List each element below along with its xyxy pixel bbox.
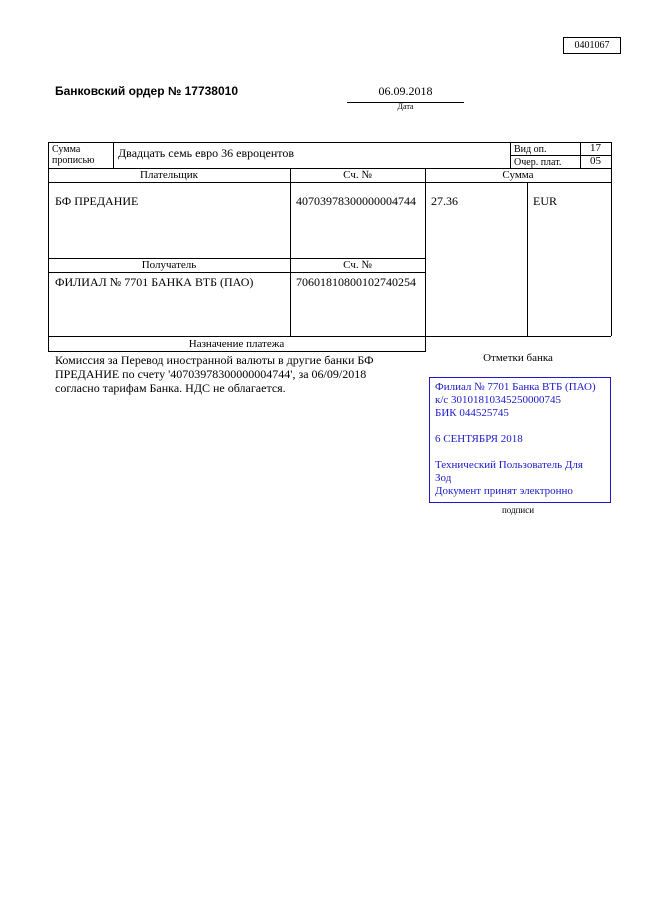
sum-words-value: Двадцать семь евро 36 евроцентов (118, 146, 295, 160)
signatures-label: подписи (501, 505, 535, 515)
payee-section-label: Получатель (141, 259, 197, 271)
table-line (510, 142, 511, 168)
sum-words-label: Сумма прописью (52, 144, 95, 166)
stamp-line: Технический Пользователь Для (435, 459, 583, 471)
stamp-line: Филиал № 7701 Банка ВТБ (ПАО) (435, 381, 596, 393)
form-code: 0401067 (563, 37, 621, 54)
payee-account-number: 70601810800102740254 (296, 275, 416, 289)
payer-name: БФ ПРЕДАНИЕ (55, 194, 139, 208)
stamp-line: БИК 044525745 (435, 407, 509, 419)
table-line (113, 142, 114, 168)
stamp-line: 6 СЕНТЯБРЯ 2018 (435, 433, 523, 445)
payee-account-label: Сч. № (343, 259, 372, 271)
amount-value: 27.36 (431, 194, 458, 208)
payer-account-number: 40703978300000004744 (296, 194, 416, 208)
table-line (425, 168, 426, 352)
stamp-line: Документ принят электронно (435, 485, 573, 497)
currency-value: EUR (533, 194, 557, 208)
stamp-line (435, 420, 605, 433)
document-title: Банковский ордер № 17738010 (55, 84, 238, 98)
purpose-text: Комиссия за Перевод иностранной валюты в другие банки БФ ПРЕДАНИЕ по счету '40703978300000004744', за 06/09/2018 согласно тарифам Банка. НДС не облагается. (55, 353, 374, 395)
payer-section-label: Плательщик (140, 169, 198, 181)
table-line (527, 182, 528, 336)
stamp-line: к/с 30101810345250000745 (435, 394, 562, 406)
payee-name: ФИЛИАЛ № 7701 БАНКА ВТБ (ПАО) (55, 275, 254, 289)
payer-account-label: Сч. № (343, 169, 372, 181)
bank-stamp (429, 377, 611, 503)
table-line (290, 168, 291, 336)
table-line (611, 142, 612, 336)
date-label: Дата (397, 102, 414, 111)
stamp-line (435, 446, 605, 459)
op-type-label: Вид оп. (514, 144, 547, 155)
priority-value: 05 (590, 155, 601, 167)
table-line (48, 351, 425, 352)
sum-column-label: Сумма (502, 169, 534, 181)
bank-marks-label: Отметки банка (483, 352, 553, 364)
table-line (48, 272, 425, 273)
priority-label: Очер. плат. (514, 157, 562, 168)
purpose-section-label: Назначение платежа (188, 338, 285, 350)
op-type-value: 17 (590, 142, 601, 154)
date-value: 06.09.2018 (347, 84, 464, 103)
stamp-line: Зод (435, 472, 452, 484)
